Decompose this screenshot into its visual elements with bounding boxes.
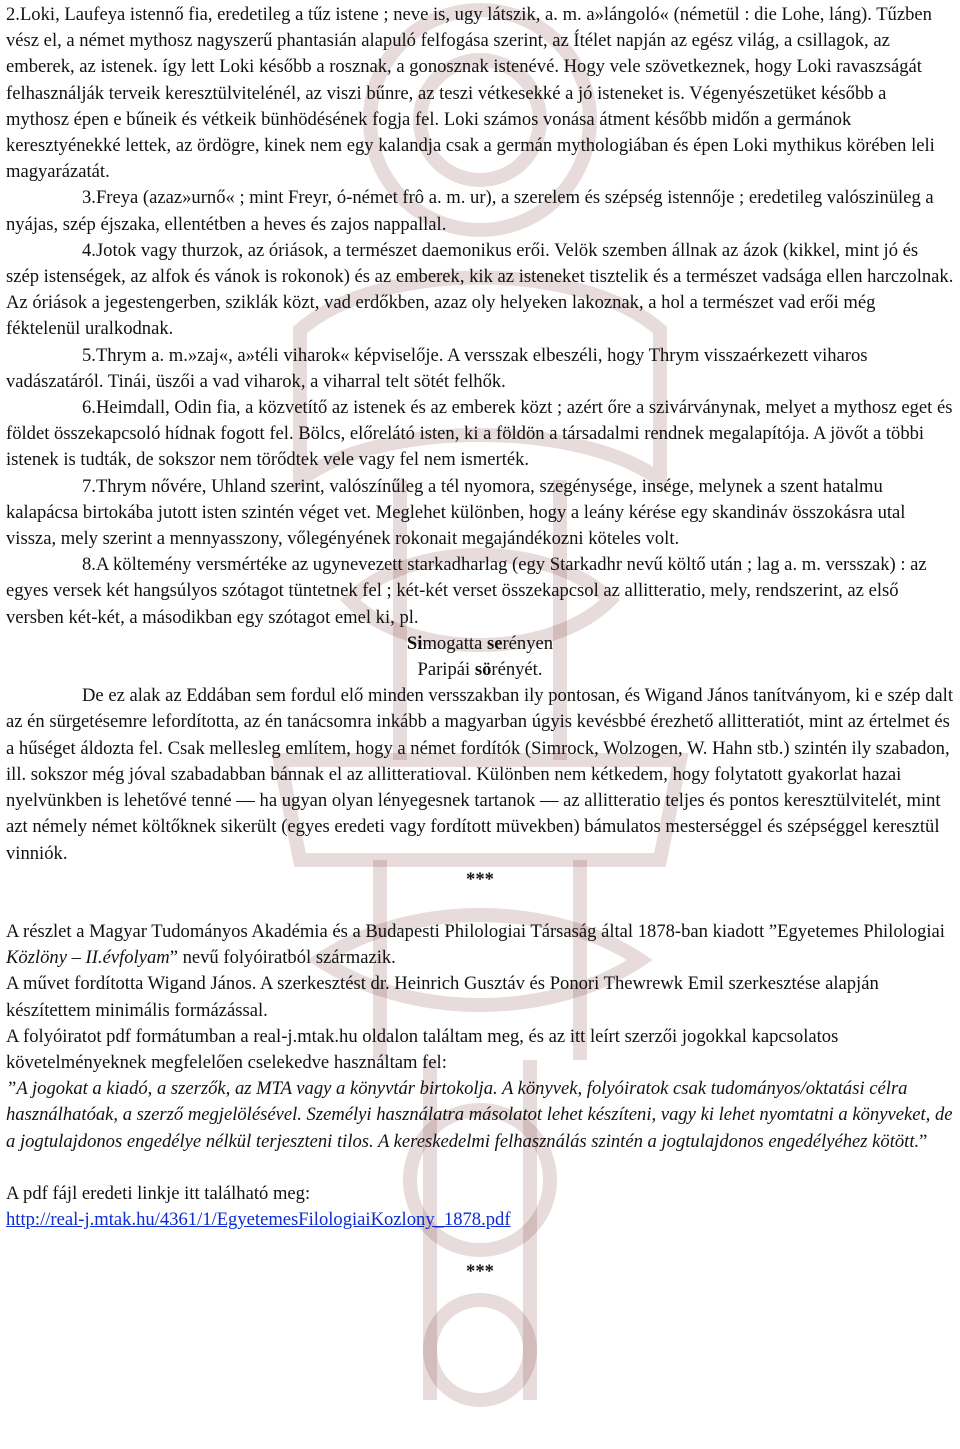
bottom-separator: *** (466, 1261, 494, 1283)
paragraph-note-3: 3.Freya (azaz»urnő« ; mint Freyr, ó-német frô a. m. ur), a szerelem és szépség istennője ; eredetileg valószinüleg a nyájas, szép éjszaka, ellentétben a heves és zajos nappallal. (6, 187, 934, 235)
pdf-link-label: A pdf fájl eredeti linkje itt található meg: (6, 1182, 311, 1204)
paragraph-note-7: 7.Thrym nővére, Uhland szerint, valószínűleg a tél nyomora, szegénysége, insége, melynek a szent hatalmu kalapácsa birtokába jutott isten szintén véget vet. Meglehet különben, hogy a leány kérése egy skandináv összokásra utal vissza, mely szerint a mennyasszony, vőlegényének rokonait megajándékozni köteles volt. (6, 475, 906, 550)
paragraph-note-8: 8.A költemény versmértéke az ugynevezett starkadharlag (egy Starkadhr nevű költő után ; lag a. m. versszak) : az egyes versek két hangsúlyos szótagot tüntetnek fel ; két-két verset összekapcsol az allitteratio, mely, rendszerint, az első versben két-két, a másodikban egy szótagot emel ki, pl. (6, 554, 927, 628)
verse-line (6, 631, 954, 657)
verse-text: mogatta (422, 632, 487, 654)
paragraph-note-5: 5.Thrym a. m.»zaj«, a»téli viharok« képviselője. A versszak elbeszéli, hogy Thrym visszaérkezett viharos vadászatáról. Tinái, üszői a vad viharok, a viharral telt sötét felhők. (6, 344, 868, 392)
translator-note: A művet fordította Wigand János. A szerkesztést dr. Heinrich Gusztáv és Ponori Thewrewk Emil szerkesztése alapján készítettem minimális formázással. (6, 973, 879, 1021)
verse-alliteration: Si (406, 632, 423, 654)
journal-title: Közlöny – II.évfolyam (6, 947, 170, 969)
quote-end: ” (919, 1130, 928, 1152)
paragraph-after-verse: De ez alak az Eddában sem fordul elő minden versszakban ily pontosan, és Wigand János tanítványom, ki e szép dalt az én sürgetésemre lefordította, az én tanácsomra inkább a magyarban úgyis kevésbbé érezhető allitteratiót, mint az értelmet és a hűséget áldozta fel. Csak mellesleg említem, hogy a német fordítók (Simrock, Wolzogen, W. Hahn stb.) szintén ily szabadon, ill. sokszor még jóval szabadabban bánnak el az allitteratioval. Különben nem kétkedem, hogy folytatott gyakorlat hazai nyelvünkben is lehetővé tenné — ha ugyan olyan lényegesnek tartanok — az allitteratio teljes és pontos keresztülvitelét, mint azt némely német költőknek sikerült (egyes eredeti vagy fordított müvekben) bámulatos mesterséggel és szépséggel keresztül vinniók. (6, 685, 954, 864)
verse-text: rényen (502, 632, 554, 654)
source-text: ” nevű folyóiratból származik. (169, 947, 396, 969)
paragraph-note-2: 2.Loki, Laufeya istennő fia, eredetileg a tűz istene ; neve is, ugy látszik, a. m. a»lángoló« (németül : die Lohe, láng). Tűzben vész el, a német mythosz nagyszerű phantasián alapuló felfogása szerint, az Ítélet napján az egész világ, a csillagok, az emberek, az istenek. így lett Loki később a rosznak, a gonosznak istenévé. Hogy vele szövetkeznek, hogy Loki ravaszságát felhasználják terveik keresztülvitelénél, az viszi bűnre, az teszi vétkesekké a jó isteneket is. Végenyészetüket később a mythosz épen e bűneik és vétkeik bünhödésének fogja fel. Loki számos vonása átment később midőn a germánok keresztyénekké lettek, az ördögre, kinek nem egy kalandja csak a germán mythologiában és épen Loki mythikus körében leli magyarázatát. (6, 4, 935, 183)
verse-line (6, 657, 954, 683)
source-site-note: A folyóiratot pdf formátumban a real-j.mtak.hu oldalon találtam meg, és az itt leírt szerzői jogokkal kapcsolatos követelményeknek megfelelően cselekedve használtam fel: (6, 1025, 839, 1073)
verse-example (6, 631, 954, 683)
verse-text: Paripái (417, 659, 475, 681)
copyright-quote (6, 1076, 954, 1155)
source-text: A részlet a Magyar Tudományos Akadémia és a Budapesti Philologiai Társaság által 1878-ban kiadott ”Egyetemes Philologiai (6, 920, 945, 942)
source-note (6, 919, 954, 971)
paragraph-note-4: 4.Jotok vagy thurzok, az óriások, a természet daemonikus erői. Velök szemben állnak az ázok (kikkel, mint jó és szép istenségek, az alfok és vánok is rokonok) és az emberek, kik az isteneket tisztelik és a természet vadsága ellen harczolnak. Az óriások a jegestengerben, sziklák közt, vad erdőkben, azaz oly helyeken lakoznak, a hol a természet vad erői még féktelenül uralkodnak. (6, 239, 954, 340)
section-separator: *** (466, 868, 494, 890)
verse-alliteration: se (486, 632, 503, 654)
paragraph-note-6: 6.Heimdall, Odin fia, a közvetítő az istenek és az emberek közt ; azért őre a szivárványnak, melyet a mythosz eget és földet összekapcsoló hídnak fogott fel. Bölcs, előrelátó isten, ki a földön a társadalmi rendnek megalapítója. A jövőt a többi istenek is tudták, de sokszor nem törődtek vele vagy fel nem ismerték. (6, 397, 953, 471)
copyright-quote-text: ”A jogokat a kiadó, a szerzők, az MTA vagy a könyvtár birtokolja. A könyvek, folyóiratok csak tudományos/oktatási célra használhatóak, a szerző megjelölésével. Személyi használatra másolatot lehet készíteni, vagy ki lehet nyomtatni a könyveket, de a jogtulajdonos engedélye nélkül terjeszteni tilos. A kereskedelmi felhasználás szintén a jogtulajdonos engedélyéhez kötött. (6, 1078, 953, 1152)
verse-text: rényét. (491, 659, 543, 681)
verse-alliteration: sö (474, 659, 492, 681)
pdf-link[interactable]: http://real-j.mtak.hu/4361/1/EgyetemesFilologiaiKozlony_1878.pdf (6, 1208, 511, 1230)
